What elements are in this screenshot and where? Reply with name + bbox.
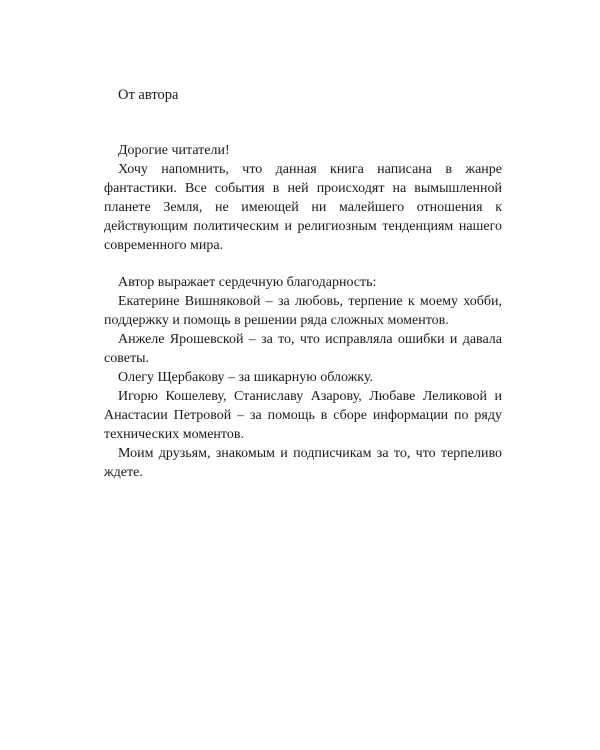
- section-heading: От автора: [118, 87, 179, 103]
- author-note-body: [104, 142, 502, 482]
- greeting-paragraph: Дорогие читатели!: [118, 143, 230, 158]
- thanks-title-paragraph: Автор выражает сердечную благодарность:: [118, 275, 377, 291]
- paragraph-gap: [104, 255, 502, 274]
- thanks-paragraph: Анжеле Ярошевской – за то, что исправляла ошибки и давала советы.: [104, 332, 502, 367]
- thanks-paragraph: Олегу Щербакову – за шикарную обложку.: [118, 369, 374, 385]
- thanks-paragraph: Моим друзьям, знакомым и подписчикам за то, что терпеливо ждете.: [104, 445, 502, 480]
- thanks-paragraph: Игорю Кошелеву, Станиславу Азарову, Любаве Леликовой и Анастасии Петровой – за помощь в сборе информации по ряду технических моментов.: [104, 388, 502, 442]
- intro-paragraph: Хочу напомнить, что данная книга написана в жанре фантастики. Все события в ней происходят на вымышленной планете Земля, не имеющей ни малейшего отношения к действующим политическим и религиозным тенденциям нашего современного мира.: [104, 161, 502, 253]
- thanks-paragraph: Екатерине Вишняковой – за любовь, терпение к моему хобби, поддержку и помощь в решении ряда сложных моментов.: [104, 294, 502, 329]
